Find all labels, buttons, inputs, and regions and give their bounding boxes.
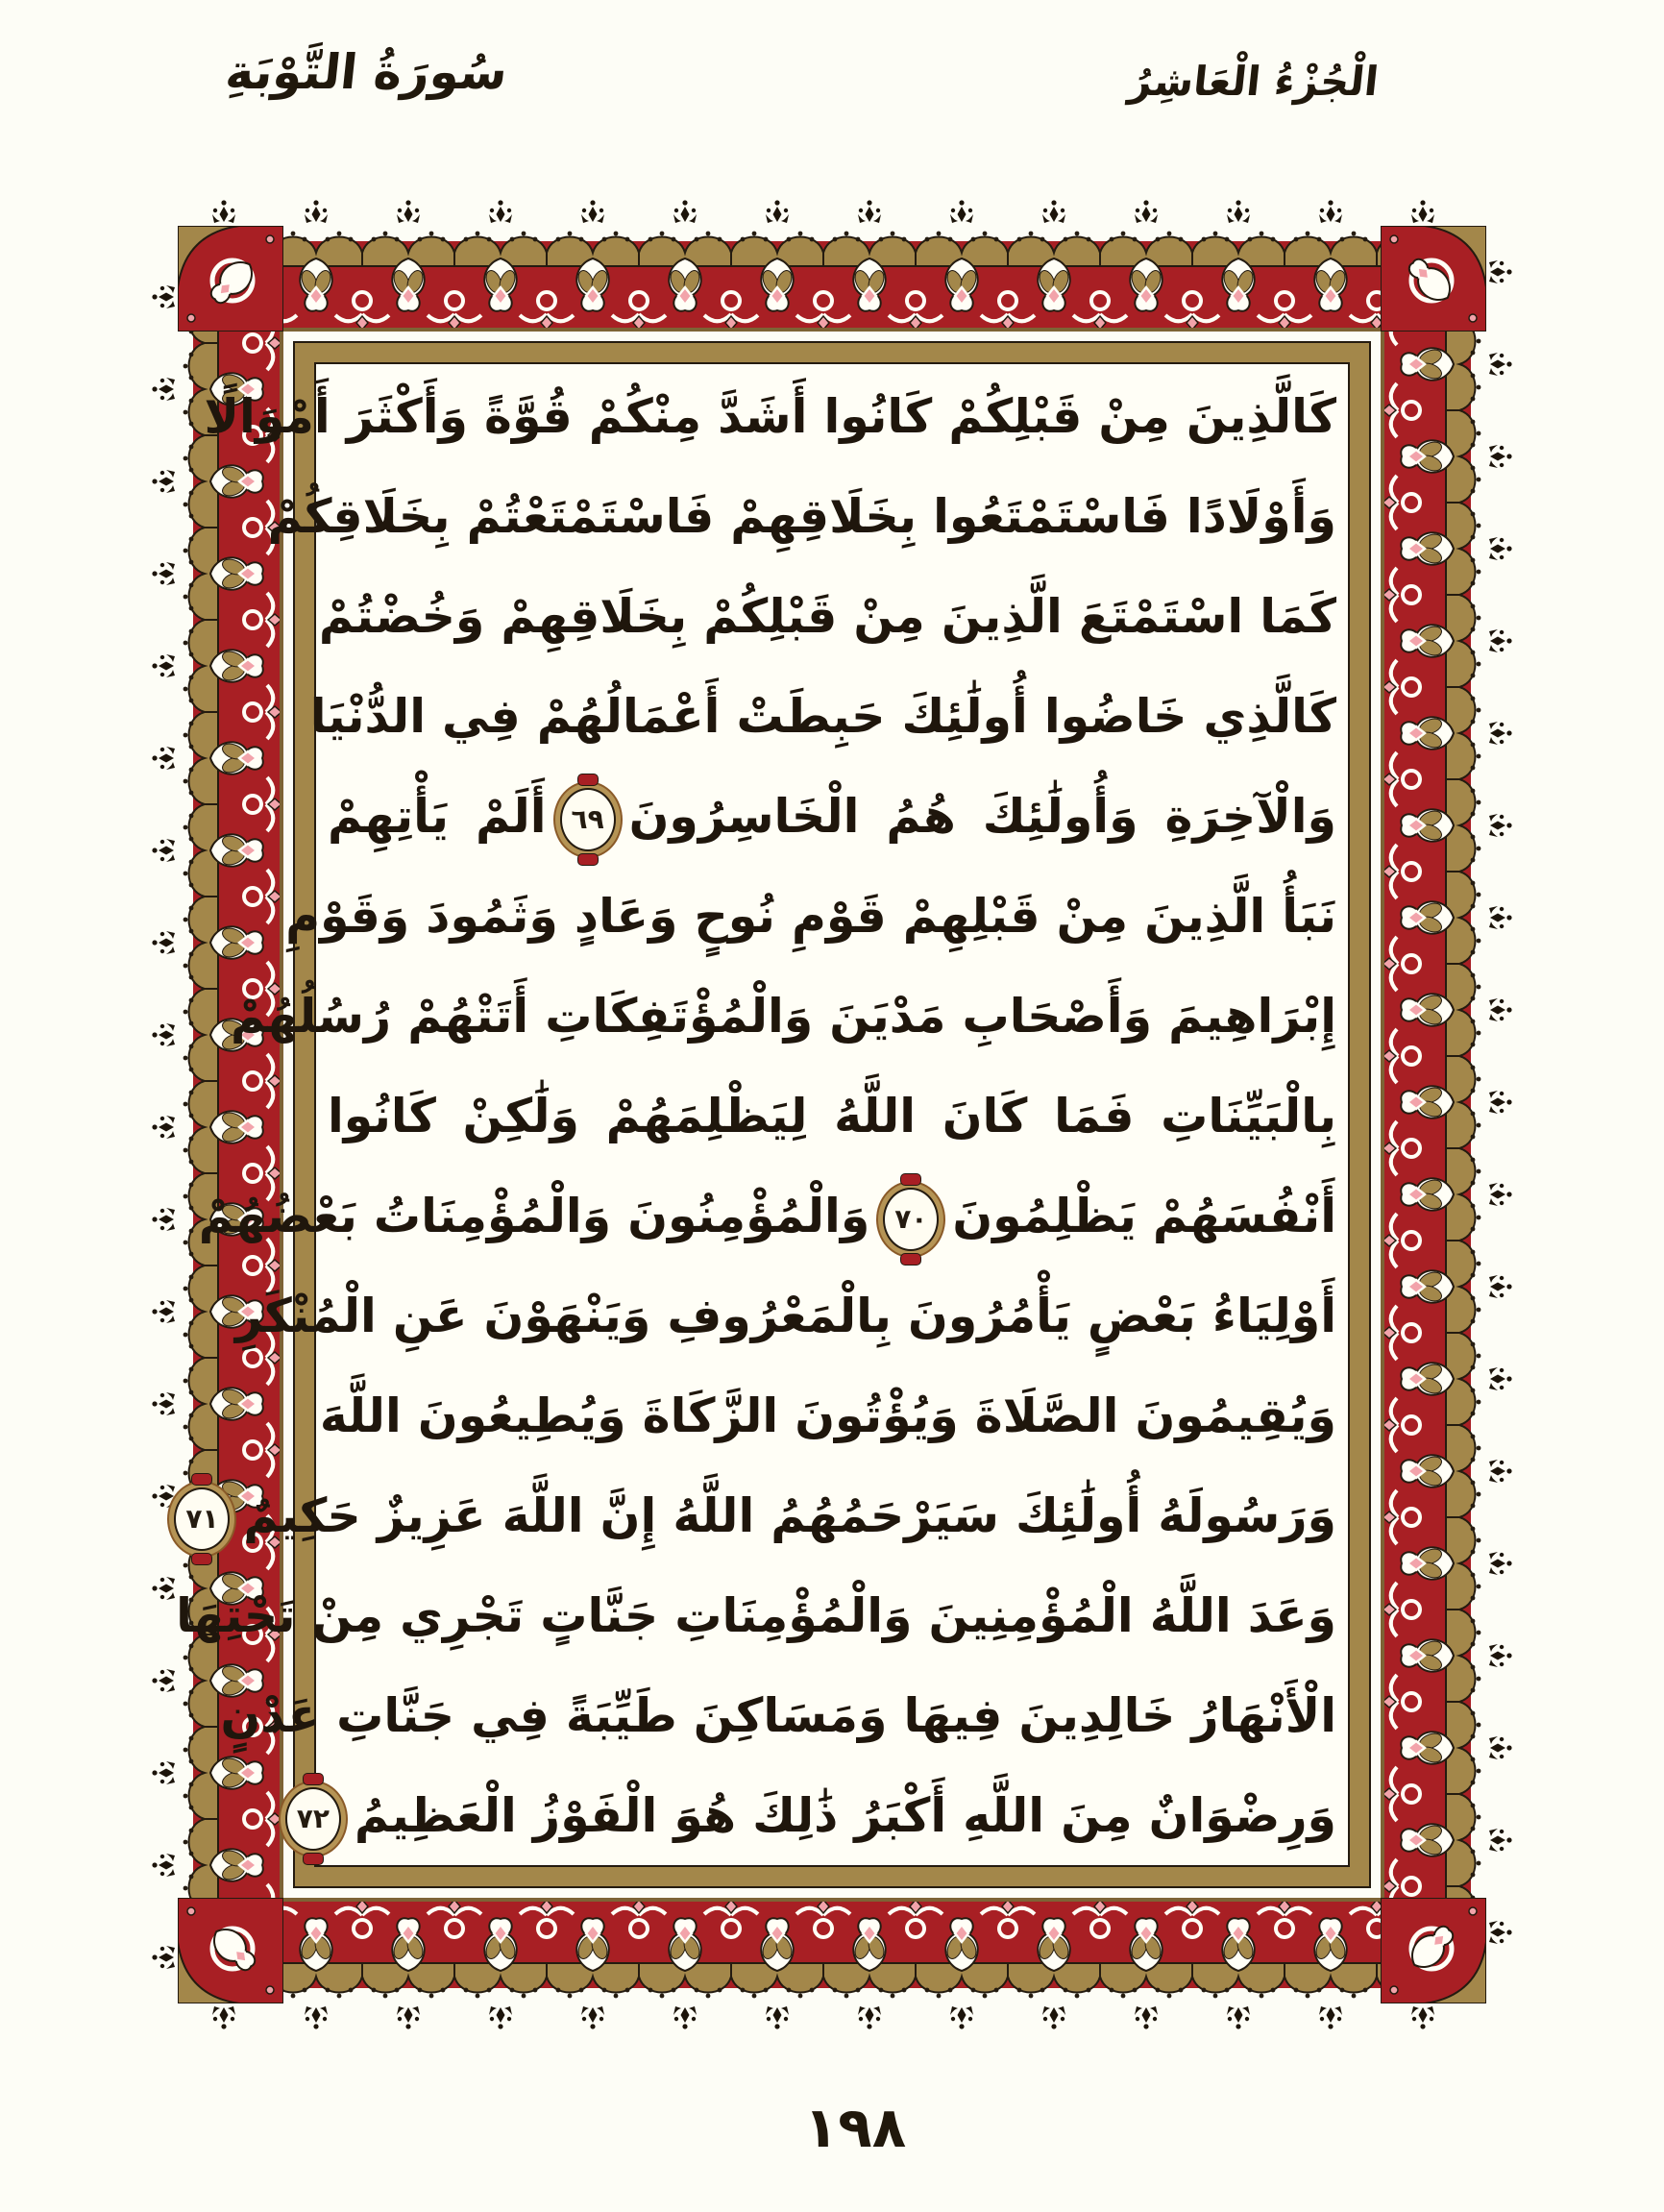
quran-line [185, 1466, 1336, 1566]
verse-end-marker [560, 788, 616, 851]
ayah-text: وَالْآخِرَةِ وَأُولَٰئِكَ هُمُ الْخَاسِرُونَ [628, 789, 1336, 844]
quran-line [319, 1366, 1336, 1466]
ayah-text: أَوْلِيَاءُ بَعْضٍ يَأْمُرُونَ بِالْمَعْرُوفِ وَيَنْهَوْنَ عَنِ الْمُنْكَرِ [234, 1289, 1336, 1343]
ayah-text: وَعَدَ اللَّهُ الْمُؤْمِنِينَ وَالْمُؤْمِنَاتِ جَنَّاتٍ تَجْرِي مِنْ تَحْتِهَا [176, 1588, 1336, 1643]
ayah-text: وَأَوْلَادًا فَاسْتَمْتَعُوا بِخَلَاقِهِمْ فَاسْتَمْتَعْتُمْ بِخَلَاقِكُمْ [267, 489, 1336, 544]
quran-line [328, 767, 1336, 867]
verse-number: ٧٢ [296, 1802, 330, 1834]
ayah-text: كَمَا اسْتَمْتَعَ الَّذِينَ مِنْ قَبْلِكُمْ بِخَلَاقِهِمْ وَخُضْتُمْ [318, 589, 1336, 644]
ayah-text: نَبَأُ الَّذِينَ مِنْ قَبْلِهِمْ قَوْمِ نُوحٍ وَعَادٍ وَثَمُودَ وَقَوْمِ [285, 889, 1336, 944]
ayah-text: وَالْمُؤْمِنُونَ وَالْمُؤْمِنَاتُ بَعْضُهُمْ [198, 1189, 870, 1243]
verse-number: ٦٩ [571, 802, 604, 835]
ayah-text: أَلَمْ يَأْتِهِمْ [328, 789, 547, 844]
ayah-text: كَالَّذِي خَاضُوا أُولَٰئِكَ حَبِطَتْ أَعْمَالُهُمْ فِي الدُّنْيَا [309, 689, 1336, 744]
juz-title: الْجُزْءُ الْعَاشِرُ [1126, 58, 1382, 105]
ayah-text: وَرِضْوَانٌ مِنَ اللَّهِ أَكْبَرُ ذَٰلِكَ هُوَ الْفَوْزُ الْعَظِيمُ [354, 1788, 1336, 1843]
page-number: ١٩٨ [803, 2095, 907, 2160]
quran-line [285, 867, 1336, 967]
border-corner-bottom-left [178, 1898, 283, 2003]
ayah-text: كَالَّذِينَ مِنْ قَبْلِكُمْ كَانُوا أَشَدَّ مِنْكُمْ قُوَّةً وَأَكْثَرَ أَمْوَالًا [204, 389, 1336, 444]
ayah-text: وَيُقِيمُونَ الصَّلَاةَ وَيُؤْتُونَ الزَّكَاةَ وَيُطِيعُونَ اللَّهَ [319, 1389, 1336, 1443]
quran-line [328, 1067, 1336, 1167]
quran-line [267, 467, 1336, 567]
surah-title: سُورَةُ التَّوْبَةِ [222, 44, 511, 100]
ayah-text: بِالْبَيِّنَاتِ فَمَا كَانَ اللَّهُ لِيَظْلِمَهُمْ وَلَٰكِنْ كَانُوا [328, 1089, 1336, 1143]
ornamental-border-right [1381, 226, 1515, 2003]
ayah-text: أَنْفُسَهُمْ يَظْلِمُونَ [952, 1189, 1336, 1243]
border-corner-top-left [178, 226, 283, 332]
quran-line [318, 567, 1336, 667]
verse-number: ٧٠ [894, 1202, 928, 1235]
quran-line [198, 1167, 1336, 1266]
quran-line [296, 1766, 1336, 1866]
quran-line [176, 1566, 1336, 1666]
quran-line [230, 967, 1336, 1067]
quran-line [234, 1266, 1336, 1366]
quran-line [220, 1666, 1336, 1766]
quran-line [204, 367, 1336, 467]
border-corner-bottom-right [1381, 1898, 1486, 2003]
ornamental-border-top [178, 197, 1486, 332]
ayah-text: وَرَسُولَهُ أُولَٰئِكَ سَيَرْحَمُهُمُ اللَّهُ إِنَّ اللَّهَ عَزِيزٌ حَكِيمٌ [243, 1488, 1336, 1543]
quran-line [309, 667, 1336, 767]
verse-end-marker [174, 1487, 230, 1551]
verse-end-marker [883, 1188, 939, 1251]
border-corner-top-right [1381, 226, 1486, 332]
ornamental-border-bottom [178, 1898, 1486, 2032]
verse-end-marker [285, 1787, 341, 1851]
verse-number: ٧١ [185, 1502, 219, 1535]
text-block [176, 367, 1336, 1866]
ayah-text: إِبْرَاهِيمَ وَأَصْحَابِ مَدْيَنَ وَالْمُؤْتَفِكَاتِ أَتَتْهُمْ رُسُلُهُمْ [230, 989, 1336, 1044]
ayah-text: الْأَنْهَارُ خَالِدِينَ فِيهَا وَمَسَاكِنَ طَيِّبَةً فِي جَنَّاتِ عَدْنٍ [220, 1688, 1336, 1743]
